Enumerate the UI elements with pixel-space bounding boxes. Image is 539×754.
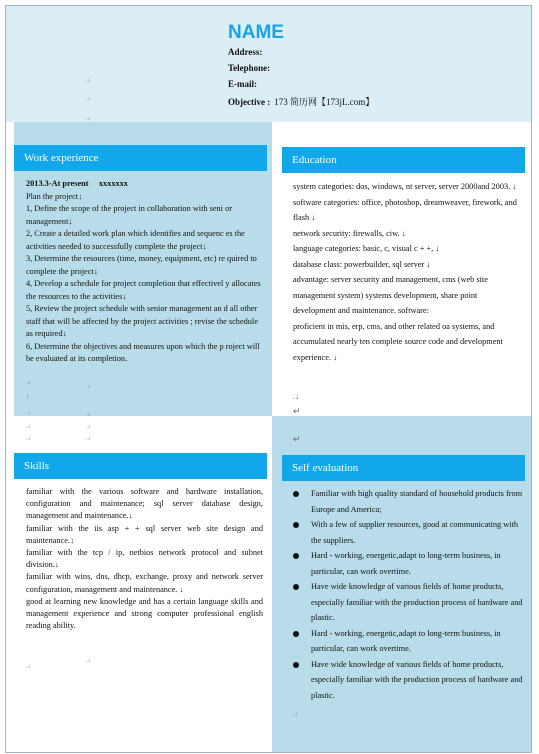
self-evaluation-heading: Self evaluation	[282, 455, 525, 481]
address-line	[228, 47, 262, 57]
work-experience-body	[26, 178, 264, 366]
paragraph-mark: .↓	[86, 384, 91, 390]
skills-body	[26, 486, 263, 632]
paragraph-mark: .↓	[293, 392, 299, 401]
education-line: language categories: basic, c, visual c + +, ↓	[293, 244, 440, 253]
education-body	[293, 179, 519, 365]
education-line: advantage: server security and management, cms (web site management system) systems development, share point development and maintenance. software:	[293, 275, 488, 315]
education-line: system categories: dos, windows, nt server, server 2000and 2003. ↓	[293, 182, 517, 191]
paragraph-mark: .↓	[26, 380, 31, 386]
work-line: Plan the project↓	[26, 191, 83, 201]
telephone-label: Telephone:	[228, 63, 271, 73]
paragraph-mark: .↓	[86, 424, 91, 430]
work-date-line	[26, 178, 264, 191]
paragraph-mark: .↓	[86, 116, 91, 122]
paragraph-mark: .↓	[26, 410, 31, 416]
skills-heading: Skills	[14, 453, 267, 479]
work-line: 6, Determine the objectives and measures upon which the p roject will be evaluated at its completion.	[26, 341, 260, 363]
skills-line: familiar with the iis asp + + sql server web site design and maintenance.↓	[26, 523, 263, 545]
address-label: Address:	[228, 47, 263, 57]
self-evaluation-item: With a few of supplier resources, good at communicating with the suppliers.	[291, 517, 526, 548]
skills-line: familiar with the various software and hardware installation, configuration and maintenance; sql server database design, management and maintenance.↓	[26, 487, 263, 521]
work-company: xxxxxxx	[98, 179, 128, 188]
return-mark: ↵	[293, 434, 301, 444]
paragraph-mark: .↓	[86, 436, 91, 442]
skills-line: good at learning new knowledge and has a certain language skills and management experience and strong computer professional english reading ability.	[26, 596, 263, 631]
education-heading: Education	[282, 147, 525, 173]
work-line: 3, Determine the resources (time, money, equipment, etc) re quired to complete the project↓	[26, 254, 257, 276]
paragraph-mark: .↓	[86, 78, 91, 84]
paragraph-mark: .↓	[86, 658, 91, 664]
paragraph-mark: .↓	[86, 96, 91, 102]
email-line	[228, 79, 257, 89]
self-evaluation-item: Have wide knowledge of various fields of home products, especially familiar with the production process of hardware and plastic.	[291, 657, 526, 704]
work-date: 2013.3-At present	[26, 179, 89, 188]
work-line: 2, Create a detailed work plan which identifies and sequenc es the activities needed to successfully complete the project↓	[26, 229, 245, 251]
self-evaluation-item: Have wide knowledge of various fields of home products, especially familiar with the production process of hardware and plastic.	[291, 579, 526, 626]
paragraph-mark: .↓	[26, 424, 31, 430]
objective-value: 173 简历网【173jL.com】	[274, 97, 375, 107]
self-evaluation-item: Familiar with high quality standard of household products from Europe and America;	[291, 486, 526, 517]
education-line: network security: firewalls, ciw. ↓	[293, 228, 406, 238]
work-experience-heading: Work experience	[14, 145, 267, 171]
objective-line	[228, 95, 374, 108]
work-line: 1, Define the scope of the project in collaboration with seni or management↓	[26, 204, 232, 226]
work-line: 4, Develop a schedule for project completion that effectivel y allocates the resources to the activities↓	[26, 279, 261, 301]
email-label: E-mail:	[228, 79, 257, 89]
skills-line: familiar with wins, dns, dhcp, exchange, proxy and network server configuration, management and maintenance. ↓	[26, 572, 263, 594]
paragraph-mark: ↓	[26, 394, 29, 400]
paragraph-mark: .↓	[26, 664, 31, 670]
education-line: database class: powerbuilder, sql server ↓	[293, 259, 431, 269]
resume-page	[5, 5, 532, 753]
skills-line: familiar with the tcp / ip, netbios network protocol and subnet division.↓	[26, 548, 263, 570]
self-evaluation-list	[291, 486, 526, 703]
self-evaluation-item: Hard - working, energetic,adapt to long-term business, in particular, can work overtime.	[291, 626, 526, 657]
telephone-line	[228, 63, 270, 73]
paragraph-mark: .↓	[293, 712, 298, 718]
paragraph-mark: .↓	[26, 436, 31, 442]
paragraph-mark: .↓	[86, 412, 91, 418]
self-evaluation-item: Hard - working, energetic,adapt to long-term business, in particular, can work overtime.	[291, 548, 526, 579]
name-heading: NAME	[228, 22, 284, 43]
return-mark: ↵	[293, 406, 301, 416]
education-line: software categories: office, photoshop, dreamweaver, firework, and flash ↓	[293, 197, 517, 222]
work-line: 5, Review the project schedule with senior management an d all other staff that will be affected by the project activities ; revise the schedule as required↓	[26, 304, 258, 338]
objective-label: Objective :	[228, 97, 271, 107]
education-line: proficient in mis, erp, cms, and other related oa systems, and accumulated nearly ten complete source code and development experience. ↓	[293, 321, 503, 362]
